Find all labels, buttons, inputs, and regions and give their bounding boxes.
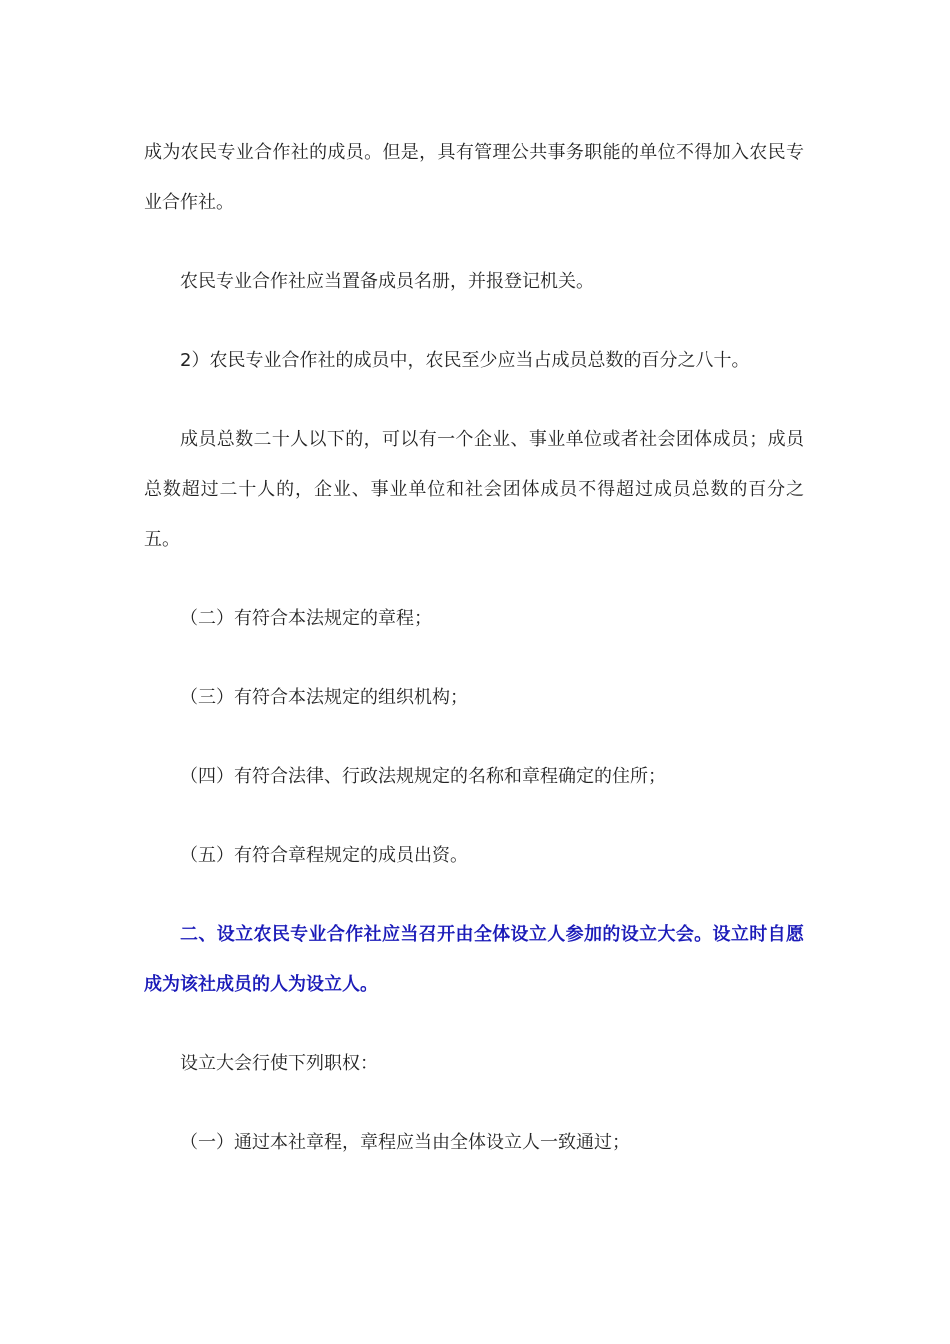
paragraph-4: 成员总数二十人以下的，可以有一个企业、事业单位或者社会团体成员；成员总数超过二十人的，企业、事业单位和社会团体成员不得超过成员总数的百分之五。 — [144, 429, 804, 550]
paragraph-3: 2）农民专业合作社的成员中，农民至少应当占成员总数的百分之八十。 — [180, 350, 750, 371]
section-heading: 二、设立农民专业合作社应当召开由全体设立人参加的设立大会。设立时自愿成为该社成员的人为设立人。 — [144, 924, 804, 995]
paragraph-10: 设立大会行使下列职权： — [180, 1053, 378, 1074]
document-body — [144, 128, 804, 1197]
paragraph-1: 成为农民专业合作社的成员。但是，具有管理公共事务职能的单位不得加入农民专业合作社。 — [144, 142, 804, 213]
paragraph-5: （二）有符合本法规定的章程； — [180, 608, 432, 629]
paragraph-7: （四）有符合法律、行政法规规定的名称和章程确定的住所； — [180, 766, 666, 787]
paragraph-11: （一）通过本社章程，章程应当由全体设立人一致通过； — [180, 1132, 630, 1153]
paragraph-6: （三）有符合本法规定的组织机构； — [180, 687, 468, 708]
paragraph-8: （五）有符合章程规定的成员出资。 — [180, 845, 468, 866]
paragraph-2: 农民专业合作社应当置备成员名册，并报登记机关。 — [180, 271, 594, 292]
